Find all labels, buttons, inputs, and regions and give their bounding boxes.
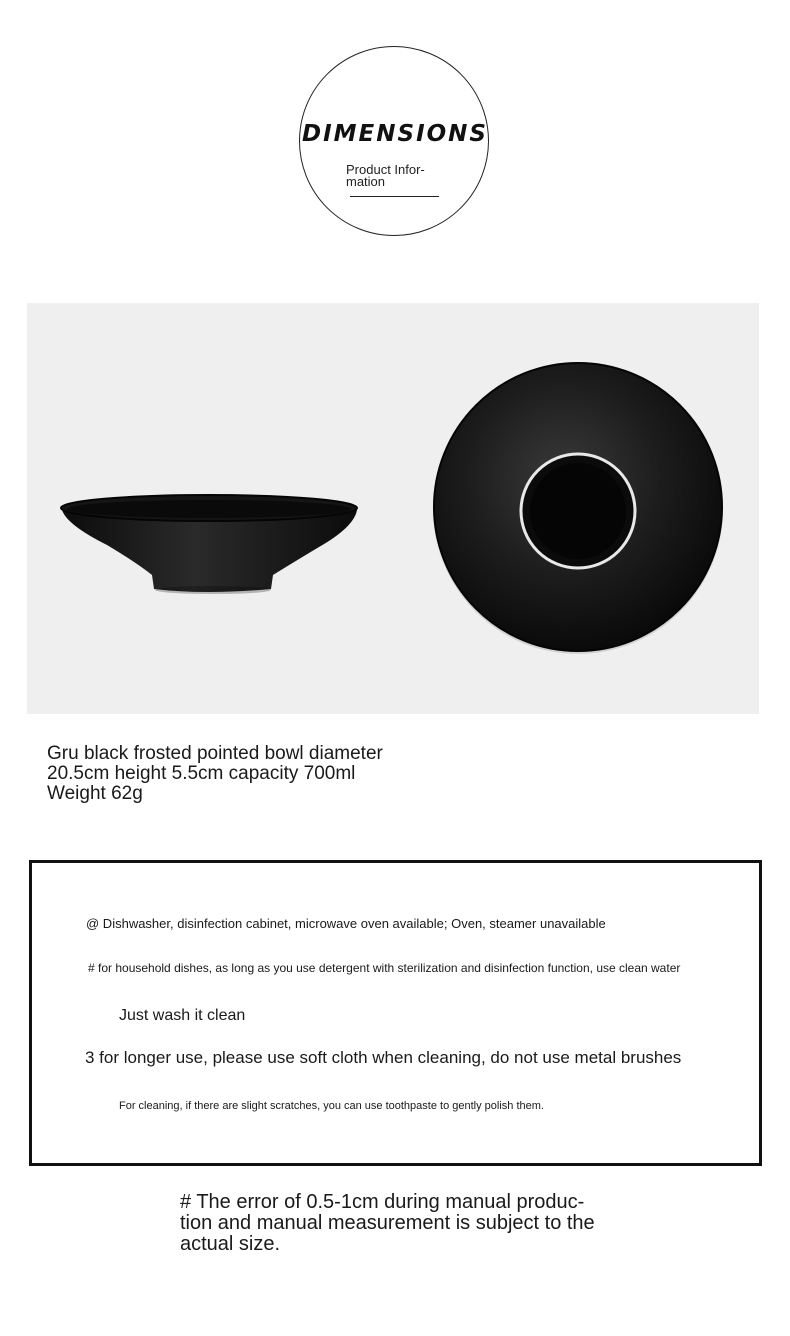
bowl-side-view [61,495,357,594]
bowl-top-view [433,363,723,654]
care-line-scratches: For cleaning, if there are slight scratches, you can use toothpaste to gently polish them. [119,1100,544,1112]
measurement-note [180,1192,620,1255]
note-line: tion and manual measurement is subject to the [180,1212,595,1234]
care-line-usage: @ Dishwasher, disinfection cabinet, microwave oven available; Oven, steamer unavailable [86,916,606,931]
care-line-wash: Just wash it clean [119,1007,246,1024]
note-line: actual size. [180,1233,281,1255]
care-line-longer-use: 3 for longer use, please use soft cloth when cleaning, do not use metal brushes [85,1048,682,1067]
note-line: # The error of 0.5-1cm during manual produc- [180,1191,585,1213]
badge-title: DIMENSIONS [302,121,488,147]
badge-subtitle [346,164,446,188]
badge-subtitle-line: mation [346,174,386,189]
dimensions-badge [299,46,489,236]
description-line: 20.5cm height 5.5cm capacity 700ml [47,763,356,784]
description-line: Gru black frosted pointed bowl diameter [47,743,383,764]
badge-subtitle-line: Product Infor- [346,162,425,177]
product-description [47,744,447,804]
badge-underline [350,196,439,197]
care-line-cleaning: # for household dishes, as long as you use detergent with sterilization and disinfection function, use clean water [88,961,681,975]
bowl-illustration [27,303,759,714]
description-line: Weight 62g [47,783,143,804]
care-instructions-box [29,860,762,1166]
product-photo [27,303,759,714]
